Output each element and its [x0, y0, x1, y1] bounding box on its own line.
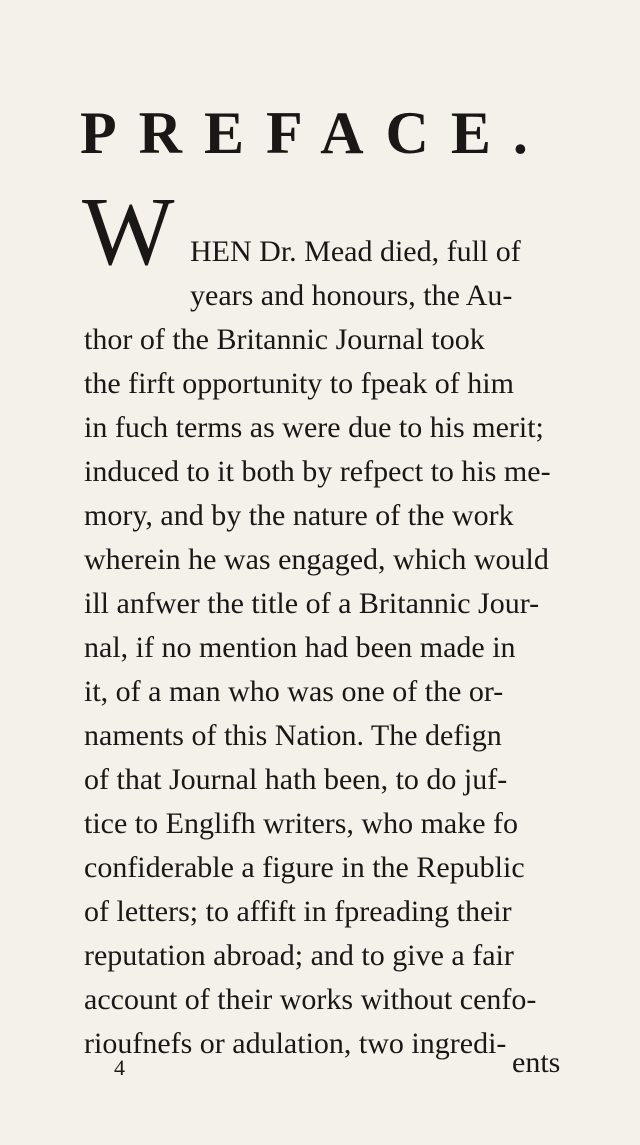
text-line: it, of a man who was one of the or- [84, 675, 504, 708]
text-line: nal, if no mention had been made in [84, 631, 516, 664]
text-line: thor of the Britannic Journal took [84, 323, 485, 356]
text-line: rioufnefs or adulation, two ingredi- [84, 1027, 507, 1060]
text-line: HEN Dr. Mead died, full of [190, 235, 521, 268]
text-line: wherein he was engaged, which would [84, 543, 549, 576]
text-line: in fuch terms as were due to his merit; [84, 411, 544, 444]
text-line: of that Journal hath been, to do juf- [84, 763, 508, 796]
text-line: ill anfwer the title of a Britannic Jour- [84, 587, 540, 620]
text-line: years and honours, the Au- [190, 279, 513, 312]
text-line: tice to Englifh writers, who make fo [84, 807, 519, 840]
signature-mark: 4 [114, 1055, 125, 1080]
catchword: ents [512, 1046, 561, 1079]
text-line: naments of this Nation. The defign [84, 719, 502, 752]
drop-cap: W [82, 178, 175, 286]
text-line: account of their works without cenfo- [84, 983, 537, 1016]
text-line: the firft opportunity to fpeak of him [84, 367, 514, 400]
text-line: mory, and by the nature of the work [84, 499, 514, 532]
text-line: induced to it both by refpect to his me- [84, 455, 551, 488]
text-line: confiderable a figure in the Republic [84, 851, 525, 884]
page-heading: PREFACE. [80, 100, 550, 166]
text-line: of letters; to affift in fpreading their [84, 895, 512, 928]
text-line: reputation abroad; and to give a fair [84, 939, 514, 972]
